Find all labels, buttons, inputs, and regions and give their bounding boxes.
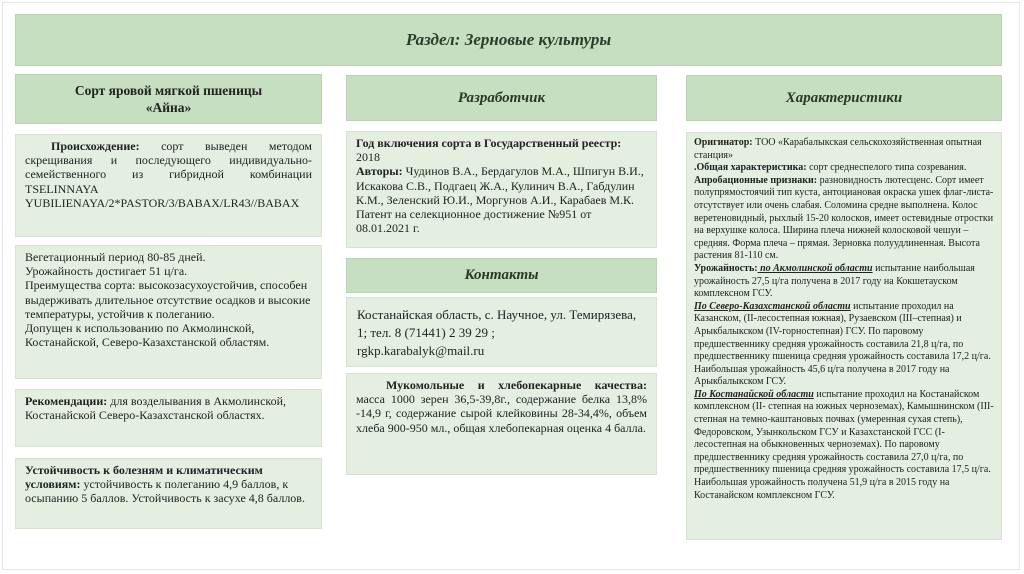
- registry-year-value: 2018: [356, 150, 380, 165]
- recommendations-text: для возделывания в Акмолинской, Костанайской Северо-Казахстанской областях.: [25, 394, 287, 423]
- authors-text: Чудинов В.А., Бердагулов М.А., Шпигун В.И., Искакова С.В., Подгаец Ж.А., Кулинич В.А., Габдулин К.М., Зеленский Ю.И., Моргунов А.И., Карабаев М.К. Патент на селекционное достижение №951 от 08.01.2021 г.: [356, 164, 644, 236]
- north-kaz-label: По Северо-Казахстанской области: [694, 300, 851, 312]
- contact-address: Костанайская область, с. Научное, ул. Темирязева, 1; тел. 8 (71441) 2 39 29 ;: [357, 307, 637, 340]
- characteristics-block: [686, 132, 1002, 540]
- originator-text: ТОО «Карабалыкская сельскохозяйственная опытная станция»: [694, 137, 982, 161]
- north-kaz-text: испытание проходил на Казанском, (II-лесостепная южная), Рузаевском (III–степная) и Арыкбалыкском (IV-горностепная) ГСУ. По паровому предшественнику средняя урожайность составила 21,8 ц/га, по предшественнику пшеница средняя урожайность составила 17,2 ц/га. Наибольшая урожайность 45,6 ц/га получена в 2017 году на Арыкбалыкском ГСУ.: [694, 300, 991, 388]
- vegetation-period: Вегетационный период 80-85 дней.: [25, 250, 206, 264]
- resistance-block: [15, 458, 322, 529]
- variety-header: [15, 74, 322, 124]
- yield-summary: Урожайность достигает 51 ц/га.: [25, 264, 188, 279]
- recommendations-block: [15, 389, 322, 447]
- milling-text: масса 1000 зерен 36,5-39,8г., содержание белка 13,8% -14,9 г, содержание сырой клейковины 28-34,4%, объем хлеба 900-950 мл., общая хлебопекарная оценка 4 балла.: [356, 392, 647, 435]
- resistance-label: Устойчивость к болезням и климатическим условиям:: [25, 463, 263, 492]
- recommendations-label: Рекомендации:: [25, 394, 108, 408]
- yield-label: Урожайность:: [694, 262, 758, 274]
- registry-year-label: Год включения сорта в Государственный реестр:: [356, 136, 622, 150]
- akmola-label: по Акмолинской области: [757, 262, 873, 274]
- contacts-header: Контакты: [346, 258, 657, 293]
- approbation-text: разновидность лютесценс. Сорт имеет полупрямостоячий тип куста, антоциановая окраска ушек флаг-листа-отсутствует или очень слабая. Соломина средне выполнена. Колос веретеновидный, рыхлый 15-20 колосков, имеет остевидные отростки на верхушке колоса. Ширина плеча нижней колосковой чешуи – средняя. Форма плеча – прямая. Зерновка полуудлиненная. Высота растения 81-110 см.: [694, 174, 994, 262]
- admitted-regions: Допущен к использованию по Акмолинской, Костанайской, Северо-Казахстанской областям.: [25, 321, 270, 350]
- general-text: сорт среднеспелого типа созревания.: [806, 162, 967, 174]
- variety-header-line1: Сорт яровой мягкой пшеницы: [74, 83, 263, 98]
- developer-block: [346, 131, 657, 248]
- advantages: Преимущества сорта: высокозасухоустойчив, способен выдерживать длительное отсутствие осадков и высокие температуры, устойчив к полеганию.: [25, 278, 311, 321]
- approbation-label: Апробационные признаки:: [694, 174, 818, 186]
- milling-block: [346, 373, 657, 475]
- authors-label: Авторы:: [356, 164, 403, 179]
- variety-header-line2: «Айна»: [145, 100, 192, 115]
- kostanay-text: испытание проходил на Костанайском комплексном (II- степная на южных черноземах), Камышнинском (III- степная на темно-каштановых почвах (умеренная сухая степь), Федоровском, Узынкольском ГСУ и Казахстанской ГСС (I-лесостепная на обыкновенных черноземах). По паровому предшественнику средняя урожайность составила 27,0 ц/га, по предшественнику пшеница средняя урожайность составила 17,5 ц/га. Наибольшая урожайность получена 51,9 ц/га в 2015 году на Костанайском комплексном ГСУ.: [694, 388, 994, 501]
- kostanay-label: По Костанайской области: [694, 388, 814, 400]
- origin-text: сорт выведен методом скрещивания и последующего индивидуально-семейственного из гибридной комбинации TSELINNAYA YUBILIENAYA/2*PASTOR/3/BABAX/LR43//BABAX: [25, 139, 312, 210]
- origin-label: Происхождение:: [51, 139, 140, 153]
- characteristics-header: Характеристики: [686, 75, 1002, 121]
- general-label: .Общая характеристика:: [694, 162, 807, 174]
- origin-block: [15, 134, 322, 237]
- milling-label: Мукомольные и хлебопекарные качества:: [386, 378, 647, 392]
- contacts-block: [346, 297, 657, 367]
- contact-email[interactable]: rgkp.karabalyk@mail.ru: [357, 343, 485, 358]
- akmola-text: испытание наибольшая урожайность 27,5 ц/га получена в 2017 году на Кокшетауском комплексном ГСУ.: [694, 262, 975, 300]
- developer-header: Разработчик: [346, 75, 657, 121]
- vegetation-block: [15, 245, 322, 379]
- originator-label: Оригинатор:: [694, 137, 753, 148]
- resistance-text: устойчивость к полеганию 4,9 баллов, к осыпанию 5 баллов. Устойчивость к засухе 4,8 баллов.: [25, 477, 305, 506]
- section-title: Раздел: Зерновые культуры: [15, 14, 1002, 66]
